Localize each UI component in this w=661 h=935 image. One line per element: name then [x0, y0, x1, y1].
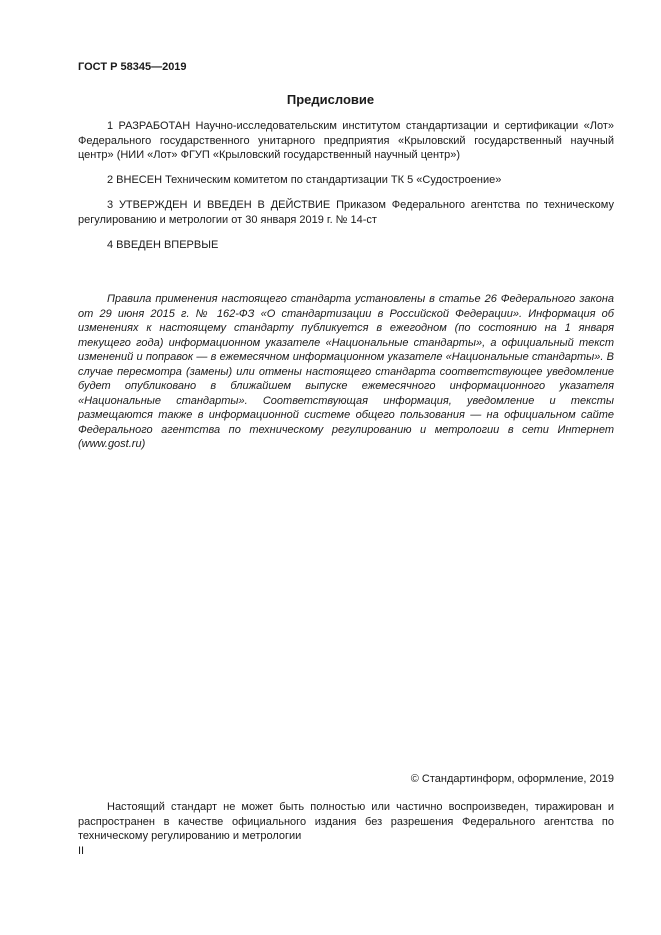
foreword-item-2: 2 ВНЕСЕН Техническим комитетом по стандартизации ТК 5 «Судостроение»	[107, 174, 502, 186]
foreword-item-4: 4 ВВЕДЕН ВПЕРВЫЕ	[107, 239, 219, 251]
page-title: Предисловие	[286, 92, 375, 107]
document-id: ГОСТ Р 58345—2019	[78, 61, 187, 73]
reproduction-notice: Настоящий стандарт не может быть полностью или частично воспроизведен, тиражирован и распространен в качестве официального издания без разрешения Федерального агентства по техническому регулированию и метрологии	[78, 801, 614, 842]
page-number: II	[78, 845, 85, 857]
foreword-item-3: 3 УТВЕРЖДЕН И ВВЕДЕН В ДЕЙСТВИЕ Приказом Федерального агентства по техническому регулированию и метрологии от 30 января 2019 г. № 14-ст	[78, 199, 614, 226]
application-notice: Правила применения настоящего стандарта установлены в статье 26 Федерального закона от 29 июня 2015 г. № 162-ФЗ «О стандартизации в Российской Федерации». Информация об изменениях к настоящему стандарту публикуется в ежегодном (по состоянию на 1 января текущего года) информационном указателе «Национальные стандарты», а официальный текст изменений и поправок — в ежемесячном информационном указателе «Национальные стандарты». В случае пересмотра (замены) или отмены настоящего стандарта соответствующее уведомление будет опубликовано в ближайшем выпуске ежемесячного информационного указателя «Национальные стандарты». Соответствующая информация, уведомление и тексты размещаются также в информационной системе общего пользования — на официальном сайте Федерального агентства по техническому регулированию и метрологии в сети Интернет (www.gost.ru)	[78, 293, 614, 450]
foreword-item-1: 1 РАЗРАБОТАН Научно-исследовательским институтом стандартизации и сертификации «Лот» Федерального государственного унитарного предприятия «Крыловский государственный научный центр» (НИИ «Лот» ФГУП «Крыловский государственный научный центр»)	[78, 120, 614, 161]
copyright-line: © Стандартинформ, оформление, 2019	[410, 773, 614, 785]
